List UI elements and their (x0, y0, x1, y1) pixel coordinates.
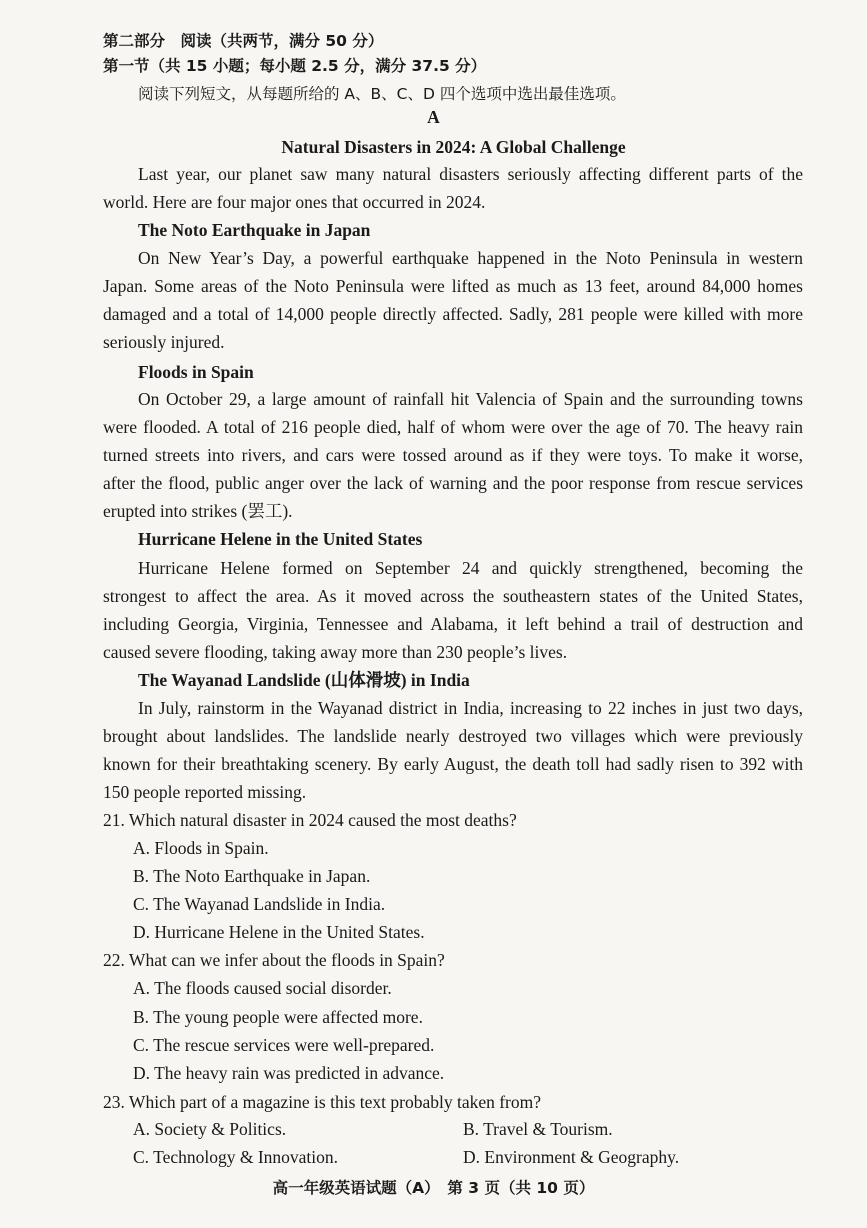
question-option[interactable]: A. Floods in Spain. (133, 838, 269, 858)
paragraph-line: Last year, our planet saw many natural disasters seriously affecting different parts of the (138, 164, 803, 184)
paragraph-line: turned streets into rivers, and cars were tossed around as if they were toys. To make it worse, (103, 445, 803, 465)
instruction: 阅读下列短文，从每题所给的 A、B、C、D 四个选项中选出最佳选项。 (138, 85, 626, 103)
section-title: 第一节（共 15 小题；每小题 2.5 分，满分 37.5 分） (103, 57, 487, 75)
paragraph-line: 150 people reported missing. (103, 782, 307, 802)
question-option[interactable]: B. Travel & Tourism. (463, 1119, 613, 1139)
subheading: The Noto Earthquake in Japan (138, 220, 371, 240)
paragraph-line: seriously injured. (103, 332, 225, 352)
passage-title: Natural Disasters in 2024: A Global Challenge (281, 137, 626, 157)
question-option[interactable]: D. The heavy rain was predicted in advance. (133, 1063, 445, 1083)
paragraph-line: including Georgia, Virginia, Tennessee and Alabama, it left behind a trail of destruction and (103, 614, 803, 634)
question-option[interactable]: D. Environment & Geography. (463, 1147, 680, 1167)
question-option[interactable]: C. Technology & Innovation. (133, 1147, 339, 1167)
paragraph-line: In July, rainstorm in the Wayanad district in India, increasing to 22 inches in just two days, (138, 698, 803, 718)
question-option[interactable]: B. The young people were affected more. (133, 1007, 423, 1027)
paragraph-line: world. Here are four major ones that occurred in 2024. (103, 192, 486, 212)
subheading: Floods in Spain (138, 362, 254, 382)
paragraph-line: were flooded. A total of 216 people died, half of whom were over the age of 70. The heavy rain (103, 417, 803, 437)
question-option[interactable]: A. The floods caused social disorder. (133, 978, 392, 998)
paragraph-line: On New Year’s Day, a powerful earthquake happened in the Noto Peninsula in western (138, 248, 803, 268)
question-option[interactable]: C. The Wayanad Landslide in India. (133, 894, 386, 914)
paragraph-line: erupted into strikes (罢工). (103, 501, 293, 521)
question-stem: 21. Which natural disaster in 2024 caused the most deaths? (103, 810, 517, 830)
paragraph-line: after the flood, public anger over the lack of warning and the poor response from rescue services (103, 473, 803, 493)
subheading: Hurricane Helene in the United States (138, 529, 423, 549)
question-option[interactable]: D. Hurricane Helene in the United States. (133, 922, 425, 942)
passage-letter: A (427, 107, 440, 127)
paragraph-line: known for their breathtaking scenery. By early August, the death toll had sadly risen to 392 with (103, 754, 803, 774)
question-stem: 23. Which part of a magazine is this text probably taken from? (103, 1092, 542, 1112)
paragraph-line: damaged and a total of 14,000 people directly affected. Sadly, 281 people were killed with more (103, 304, 803, 324)
question-option[interactable]: C. The rescue services were well-prepared. (133, 1035, 435, 1055)
paragraph-line: On October 29, a large amount of rainfall hit Valencia of Spain and the surrounding towns (138, 389, 803, 409)
paragraph-line: brought about landslides. The landslide nearly destroyed two villages which were previously (103, 726, 803, 746)
paragraph-line: Hurricane Helene formed on September 24 and quickly strengthened, becoming the (138, 558, 803, 578)
page-footer: 高一年级英语试题（A） 第 3 页（共 10 页） (272, 1179, 595, 1197)
subheading: The Wayanad Landslide (山体滑坡) in India (138, 670, 470, 690)
paragraph-line: Japan. Some areas of the Noto Peninsula were lifted as much as 13 feet, around 84,000 homes (103, 276, 803, 296)
paragraph-line: caused severe flooding, taking away more than 230 people’s lives. (103, 642, 568, 662)
question-stem: 22. What can we infer about the floods in Spain? (103, 950, 445, 970)
part-title: 第二部分 阅读（共两节，满分 50 分） (103, 32, 384, 50)
question-option[interactable]: B. The Noto Earthquake in Japan. (133, 866, 371, 886)
question-option[interactable]: A. Society & Politics. (133, 1119, 287, 1139)
paragraph-line: strongest to affect the area. As it moved across the southeastern states of the United States, (103, 586, 803, 606)
